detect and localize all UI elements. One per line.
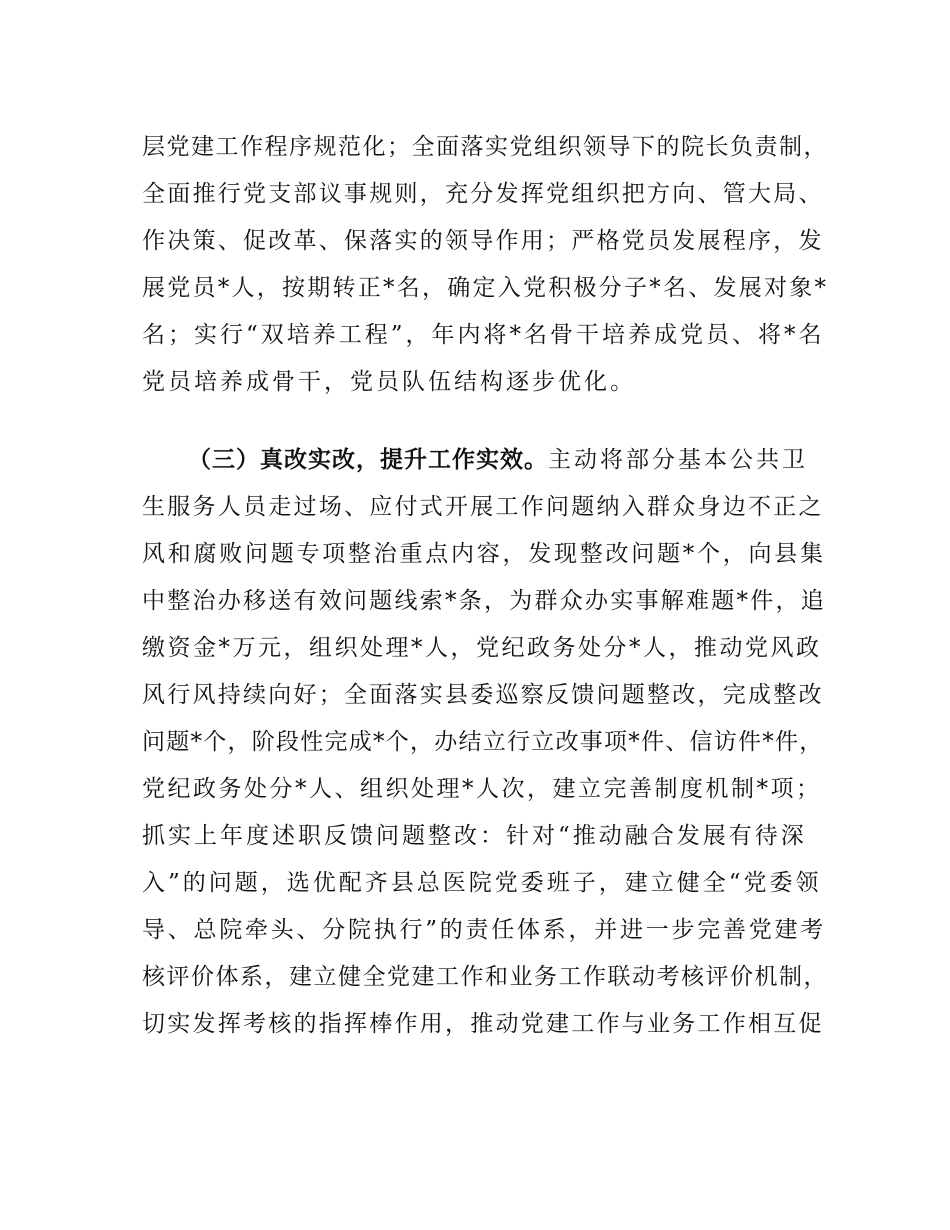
paragraph-line: 切实发挥考核的指挥棒作用，推动党建工作与业务工作相互促	[142, 1011, 824, 1037]
paragraph-line: 生服务人员走过场、应付式开展工作问题纳入群众身边不正之	[142, 494, 824, 520]
paragraph-line: 展党员*人，按期转正*名，确定入党积极分子*名、发展对象*	[142, 275, 829, 301]
paragraph-line: 风和腐败问题专项整治重点内容，发现整改问题*个，向县集	[142, 541, 826, 567]
paragraph-line: 名；实行“双培养工程”，年内将*名骨干培养成党员、将*名	[142, 322, 825, 348]
paragraph-line: 风行风持续向好；全面落实县委巡察反馈问题整改，完成整改	[142, 682, 824, 708]
paragraph-line: 抓实上年度述职反馈问题整改：针对“推动融合发展有待深	[142, 823, 807, 849]
paragraph-line: 缴资金*万元，组织处理*人，党纪政务处分*人，推动党风政	[142, 635, 822, 661]
paragraph-line: 问题*个，阶段性完成*个，办结立行立改事项*件、信访件*件，	[142, 729, 824, 755]
paragraph-line: 党纪政务处分*人、组织处理*人次，建立完善制度机制*项；	[142, 776, 822, 802]
paragraph-line: 中整治办移送有效问题线索*条，为群众办实事解难题*件，追	[142, 588, 826, 614]
paragraph-line: 核评价体系，建立健全党建工作和业务工作联动考核评价机制，	[142, 964, 828, 990]
paragraph-line: 层党建工作程序规范化；全面落实党组织领导下的院长负责制，	[142, 134, 828, 160]
section-heading-line	[188, 445, 808, 475]
paragraph-line: 党员培养成骨干，党员队伍结构逐步优化。	[142, 369, 636, 395]
section-heading-continuation: 主动将部分基本公共卫	[548, 447, 808, 473]
paragraph-line: 入”的问题，选优配齐县总医院党委班子，建立健全“党委领	[142, 870, 822, 896]
paragraph-line: 导、总院牵头、分院执行”的责任体系，并进一步完善党建考	[142, 917, 827, 943]
paragraph-line: 作决策、促改革、保落实的领导作用；严格党员发展程序，发	[142, 228, 824, 254]
paragraph-line: 全面推行党支部议事规则，充分发挥党组织把方向、管大局、	[142, 181, 824, 207]
section-heading: （三）真改实改，提升工作实效。	[188, 447, 548, 473]
